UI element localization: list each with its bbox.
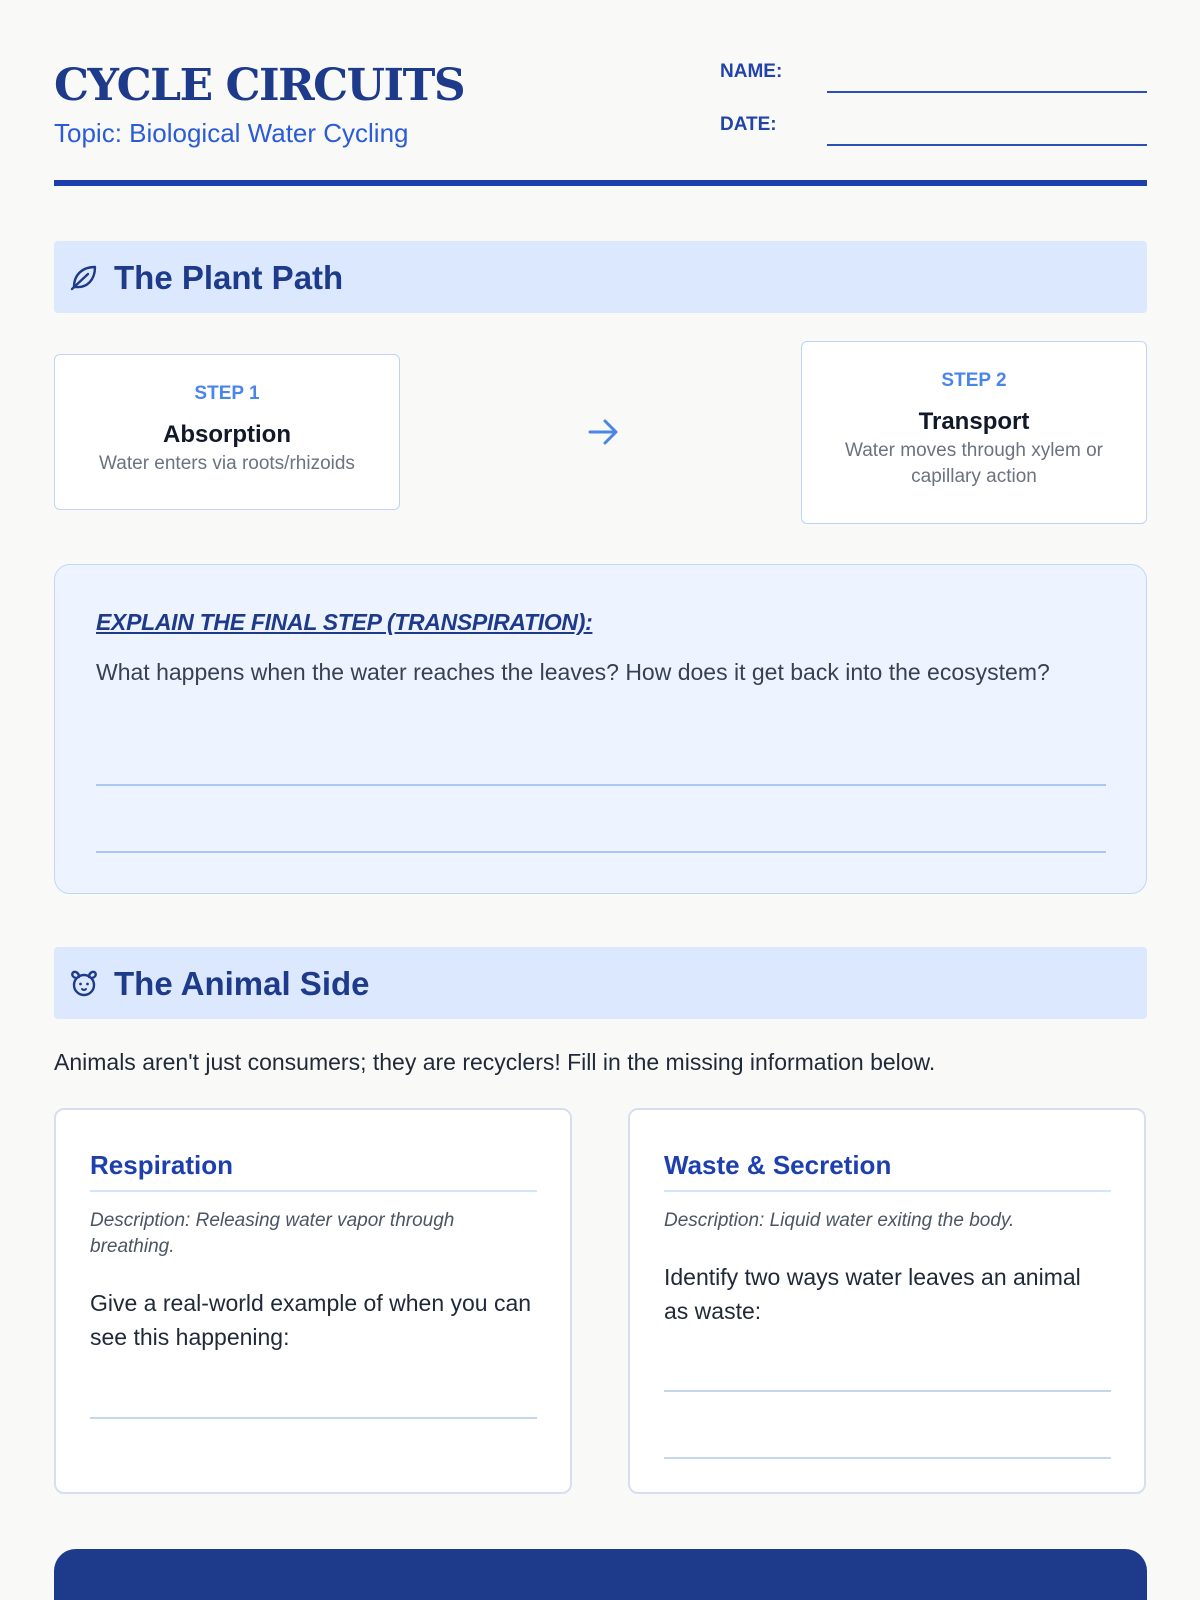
answer-line[interactable]	[664, 1390, 1111, 1392]
footer-banner	[54, 1549, 1147, 1600]
worksheet-page	[54, 0, 1147, 1600]
header-divider	[54, 180, 1147, 186]
card-divider	[664, 1190, 1111, 1192]
worksheet-header	[54, 56, 1147, 186]
respiration-card	[54, 1108, 572, 1494]
card-question: Identify two ways water leaves an animal as waste:	[664, 1264, 1081, 1324]
card-divider	[90, 1190, 537, 1192]
plant-section-title: The Plant Path	[114, 259, 344, 296]
answer-line[interactable]	[96, 784, 1106, 786]
card-description: Description: Releasing water vapor through breathing.	[90, 1210, 455, 1257]
step-card-transport	[801, 341, 1147, 524]
name-label: NAME:	[720, 61, 783, 82]
date-field[interactable]	[827, 144, 1147, 146]
animal-face-icon	[68, 967, 100, 999]
arrow-right-icon	[584, 414, 624, 450]
worksheet-topic: Topic: Biological Water Cycling	[54, 118, 409, 148]
worksheet-title: CYCLE CIRCUITS	[54, 60, 465, 111]
answer-line[interactable]	[96, 851, 1106, 853]
date-label: DATE:	[720, 114, 777, 135]
step-card-absorption	[54, 354, 400, 510]
card-description: Description: Liquid water exiting the body.	[664, 1210, 1015, 1231]
step-description: Water moves through xylem or capillary action	[845, 440, 1103, 487]
explain-heading: EXPLAIN THE FINAL STEP (TRANSPIRATION):	[96, 609, 593, 635]
animal-section-intro: Animals aren't just consumers; they are recyclers! Fill in the missing information below.	[54, 1049, 936, 1075]
answer-line[interactable]	[664, 1457, 1111, 1459]
explain-question: What happens when the water reaches the leaves? How does it get back into the ecosystem?	[96, 659, 1050, 685]
leaf-icon	[68, 261, 100, 293]
card-title: Respiration	[90, 1150, 234, 1180]
animal-section-title: The Animal Side	[114, 965, 370, 1002]
explain-transpiration-box	[54, 564, 1147, 894]
card-question: Give a real-world example of when you can see this happening:	[90, 1290, 532, 1350]
step-label: STEP 2	[941, 370, 1007, 391]
step-description: Water enters via roots/rhizoids	[99, 453, 355, 474]
animal-section-header	[54, 947, 1147, 1019]
step-name: Transport	[918, 408, 1030, 435]
answer-line[interactable]	[90, 1417, 537, 1419]
name-field[interactable]	[827, 91, 1147, 93]
step-label: STEP 1	[194, 383, 260, 404]
plant-section-header	[54, 241, 1147, 313]
step-name: Absorption	[163, 421, 291, 448]
card-title: Waste & Secretion	[664, 1150, 892, 1180]
waste-secretion-card	[628, 1108, 1146, 1494]
